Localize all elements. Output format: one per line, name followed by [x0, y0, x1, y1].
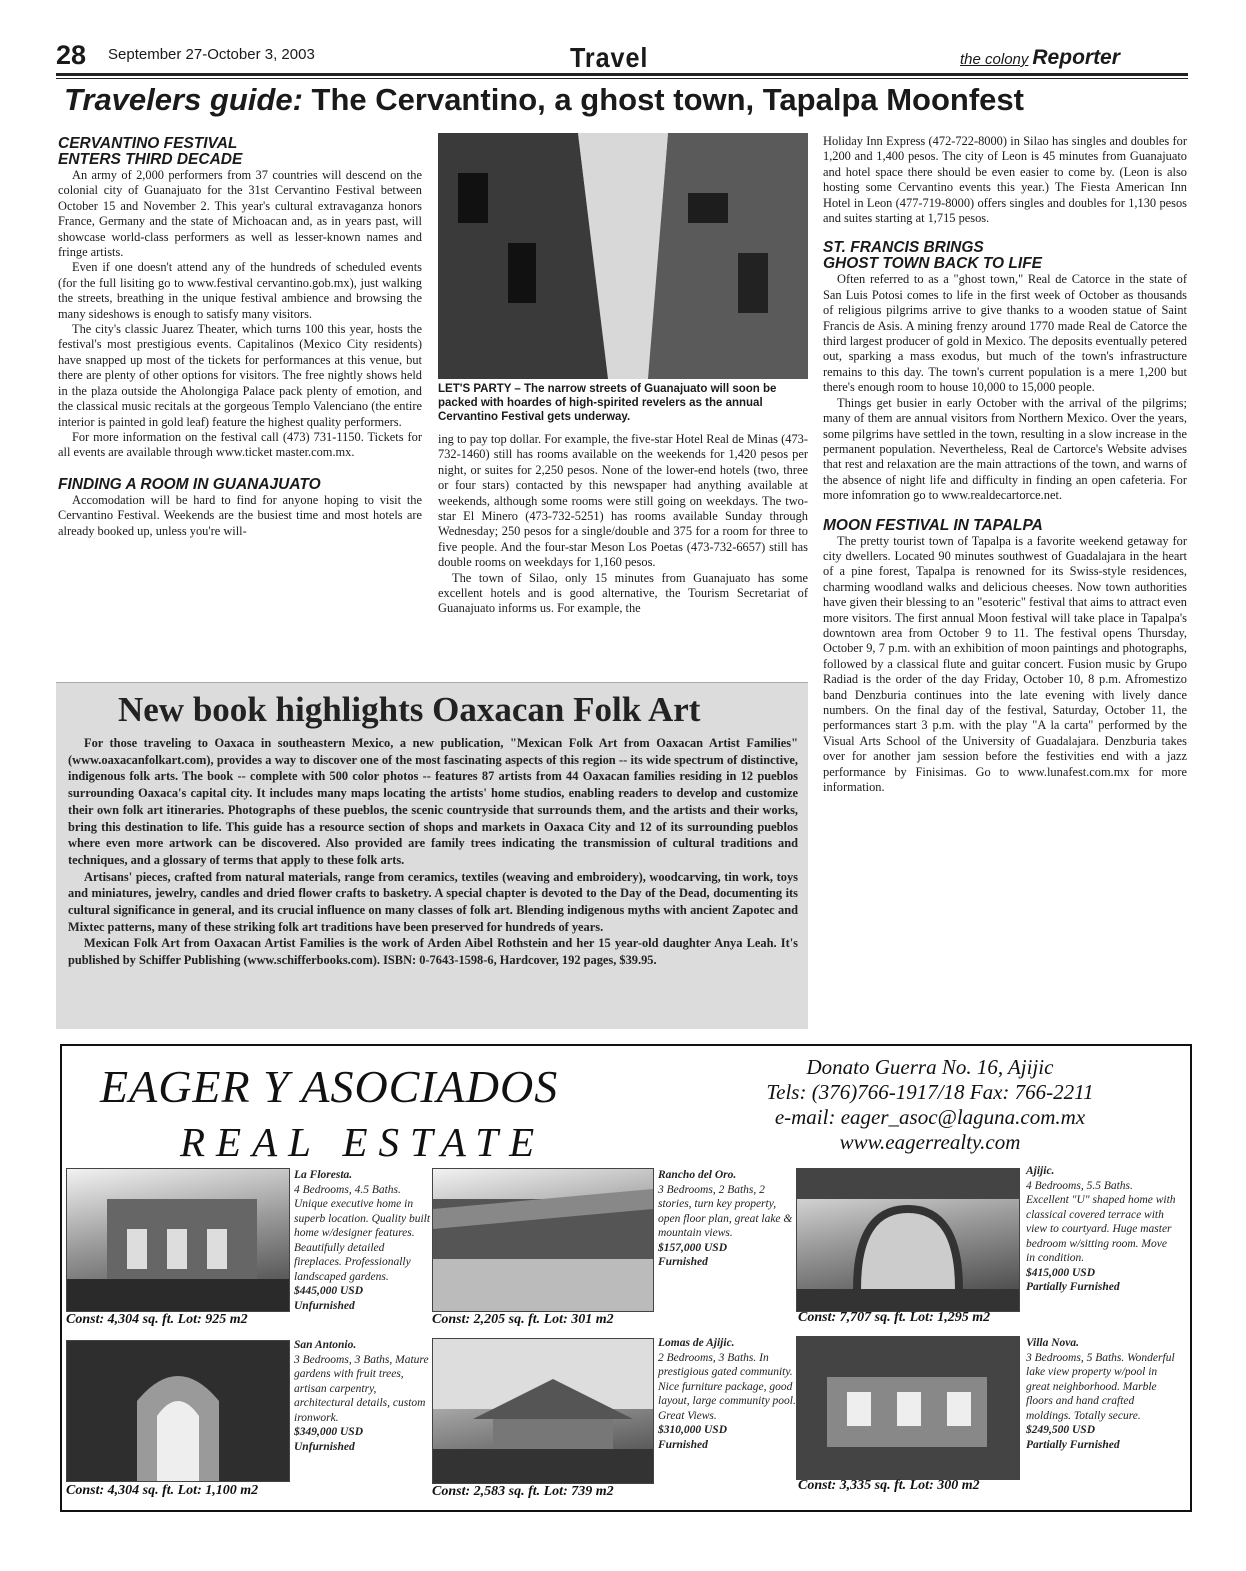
listing-photo-ajijic	[796, 1168, 1020, 1312]
column-3	[823, 134, 1187, 1020]
listing-photo-lomas-de-ajijic	[432, 1338, 654, 1484]
listing-status: Partially Furnished	[1026, 1281, 1120, 1293]
listing-price: $310,000 USD	[658, 1424, 728, 1436]
listing-status: Partially Furnished	[1026, 1438, 1120, 1451]
stfrancis-heading-1: ST. FRANCIS BRINGS	[823, 239, 984, 257]
room-p3: The town of Silao, only 15 minutes from Guanajuato has some excellent hotels and is good alternative, the Tourism Secretariat of Guanajuato informs us. For example, the	[438, 570, 808, 616]
listing-const: Const: 4,304 sq. ft. Lot: 1,100 m2	[66, 1483, 259, 1498]
listing-const: Const: 2,583 sq. ft. Lot: 739 m2	[432, 1484, 614, 1499]
issue-date: September 27-October 3, 2003	[108, 46, 315, 63]
listing-status: Furnished	[658, 1256, 708, 1268]
listing-price: $415,000 USD	[1026, 1266, 1096, 1279]
listing-la-floresta	[294, 1168, 432, 1313]
listing-title: La Floresta.	[294, 1169, 353, 1181]
column-2	[438, 432, 808, 676]
listing-rancho-del-oro	[658, 1168, 796, 1270]
listing-const: Const: 4,304 sq. ft. Lot: 925 m2	[66, 1312, 248, 1327]
cervantino-p4: For more information on the festival call (473) 731-1150. Tickets for all events are available through www.ticket master.com.mx.	[58, 429, 422, 460]
publication-prefix: the colony	[960, 51, 1029, 68]
oaxaca-p1: For those traveling to Oaxaca in southeastern Mexico, a new publication, "Mexican Folk Art from Oaxacan Artist Families" (www.oaxacanfolkart.com), provides a way to discover one of the most fascinating aspects of this region -- its wide spectrum of distinctive, indigenous folk arts. The book -- complete with 500 color photos -- features 87 artists from 44 Oaxacan families residing in 12 pueblos surrounding Oaxaca's capital city. It includes many maps locating the artists' home studios, enabling readers to develop and customize their own folk art itineraries. Photographs of these pueblos, the scenic countryside that surrounds them, and the artists and their works, bring this destination to life. This guide has a resource section of shops and markets in Oaxaca City and 12 of its surrounding pueblos where even more artwork can be discovered. Also provided are family trees indicating the transmission of cultural traditions and techniques, and a glossary of terms that apply to these folk arts.	[68, 736, 798, 867]
page-number: 28	[56, 40, 87, 70]
cervantino-heading-1: CERVANTINO FESTIVAL	[58, 136, 238, 152]
listing-ajijic	[1026, 1164, 1178, 1295]
listing-photo-la-floresta	[66, 1168, 290, 1312]
headline-lead: Travelers guide:	[64, 82, 303, 117]
cervantino-p1: An army of 2,000 performers from 37 countries will descend on the colonial city of Guanajuato for the 31st Cervantino Festival between October 15 and November 2. This year's cultural extravaganza honors France, Germany and the state of Michoacan and, as in years past, will showcase world-class performers as well as lesser-known names and fringe artists.	[58, 168, 422, 260]
listing-status: Unfurnished	[294, 1440, 355, 1453]
listing-desc: 3 Bedrooms, 2 Baths, 2 stories, turn key property, open floor plan, great lake & mountain views.	[658, 1183, 793, 1239]
agency-email: e-mail: eager_asoc@laguna.com.mx	[774, 1105, 1086, 1129]
listing-price: $249,500 USD	[1026, 1424, 1096, 1436]
listing-photo-san-antonio	[66, 1340, 290, 1482]
listing-const: Const: 3,335 sq. ft. Lot: 300 m2	[798, 1478, 980, 1493]
listing-desc: 4 Bedrooms, 5.5 Baths. Excellent "U" shaped home with classical covered terrace with view to courtyard. Huge master bedroom w/sitting room. Move in condition.	[1026, 1179, 1176, 1264]
room-p4: Holiday Inn Express (472-722-8000) in Silao has singles and doubles for 1,200 and 1,400 pesos. The city of Leon is 45 minutes from Guanajuato and hotel space there should be even easier to come by. (Leon is also hosting some Cervantino events this year.) The Fiesta American Inn Hotel in Leon (477-719-8000) offers singles and doubles for 1,130 pesos and suites starting at 1,715 pesos.	[823, 134, 1187, 226]
column-1	[58, 136, 422, 676]
oaxaca-title: New book highlights Oaxacan Folk Art	[118, 690, 701, 729]
listing-desc: 2 Bedrooms, 3 Baths. In prestigious gated community. Nice furniture package, good layout, large community pool. Great Views.	[658, 1351, 796, 1422]
listing-title: San Antonio.	[294, 1339, 357, 1351]
publication-logo	[960, 46, 1120, 70]
listing-price: $349,000 USD	[294, 1426, 364, 1438]
listing-title: Ajijic.	[1026, 1165, 1055, 1177]
stfrancis-p2: Things get busier in early October with the arrival of the pilgrims; many of them are annual visitors from Northern Mexico. Over the years, some pilgrims have settled in the town, resulting in a slow increase in the permanent population. Nevertheless, Real de Cartorce's Website advises that rest and relaxation are the main attractions of the town, and warns of the absence of night life and difficulty in finding an open cafeteria. For more infomration go to www.realdecartorce.net.	[823, 395, 1187, 503]
listing-status: Unfurnished	[294, 1299, 355, 1312]
listing-desc: 3 Bedrooms, 5 Baths. Wonderful lake view property w/pool in great neighborhood. Marble floors and hand crafted moldings. Totally secure.	[1026, 1351, 1175, 1422]
agency-address: Donato Guerra No. 16, Ajijic	[806, 1055, 1054, 1079]
listing-status: Furnished	[658, 1438, 708, 1451]
room-p2: ing to pay top dollar. For example, the five-star Hotel Real de Minas (473-732-1460) still has rooms available on the weekends for 1,420 pesos per night, or suites for 2,250 pesos. None of the lower-end hotels (two, three or four stars) contacted by this newspaper had anything available at weekends, although some rooms were still going on weekdays. The two-star El Minero (473-732-5251) has rooms available Sunday through Wednesday; 250 pesos for a single/double and 375 for a room for three to five people. And the four-star Meson Los Poetas (473-732-6657) still has double rooms on weekdays for 1,160 pesos.	[438, 432, 808, 570]
page-headline	[64, 82, 1024, 118]
cervantino-p2: Even if one doesn't attend any of the hundreds of scheduled events (for the full lisiting go to www.festival cervantino.gob.mx), just walking the streets, breathing in the unique festival ambience and browsing the many sideshows is enough to satisfy many visitors.	[58, 260, 422, 321]
listing-price: $445,000 USD	[294, 1285, 364, 1297]
listing-villa-nova	[1026, 1336, 1178, 1452]
oaxaca-p2: Artisans' pieces, crafted from natural materials, range from ceramics, textiles (weaving and embroidery), woodcarving, tin work, toys and miniatures, jewelry, candles and dried flower crafts to basketry. A special chapter is devoted to the Day of the Dead, documenting its cultural significance in general, and its crucial influence on many classes of folk art. Blending indigenous myths with ancient Zapotec and Mixtec patterns, many of these striking folk art traditions have been preserved for hundreds of years.	[68, 869, 798, 934]
listing-desc: 3 Bedrooms, 3 Baths, Mature gardens with fruit trees, artisan carpentry, architectural details, custom ironwork.	[294, 1353, 429, 1424]
caption-lead: LET'S PARTY	[438, 383, 512, 395]
listing-photo-villa-nova	[796, 1336, 1020, 1480]
oaxaca-body	[68, 735, 798, 969]
listing-price: $157,000 USD	[658, 1241, 728, 1254]
room-heading: FINDING A ROOM IN GUANAJUATO	[58, 475, 321, 493]
caption-text: – The narrow streets of Guanajuato will soon be packed with hoardes of high-spirited revelers as the annual Cervantino Festival gets underway.	[438, 383, 777, 423]
room-p1: Accomodation will be hard to find for anyone hoping to visit the Cervantino Festival. Weekends are the busiest time and most hotels are already booked up, unless you're will-	[58, 492, 422, 538]
moon-heading: MOON FESTIVAL IN TAPALPA	[823, 516, 1043, 534]
listing-title: Villa Nova.	[1026, 1337, 1080, 1349]
headline-rest: The Cervantino, a ghost town, Tapalpa Moonfest	[302, 82, 1024, 117]
agency-subtitle: REAL ESTATE	[180, 1119, 546, 1165]
listing-const: Const: 2,205 sq. ft. Lot: 301 m2	[432, 1312, 614, 1327]
agency-website: www.eagerrealty.com	[839, 1130, 1021, 1154]
stfrancis-p1: Often referred to as a "ghost town," Real de Catorce in the state of San Luis Potosi comes to life in the first week of October as thousands of religious pilgrims arrive to give thanks to a wooden statue of Saint Francis de Asis. A mining frenzy around 1770 made Real de Catorce the third largest producer of gold in Mexico. The deposits eventually petered out, sparking a mass exodus, but much of the town's infrastructure remains to this day. The town's current population is a mere 1,200 but there's enough room to house 10,000 to 15,000 people.	[823, 272, 1187, 395]
photo-caption	[438, 382, 808, 424]
oaxaca-p3: Mexican Folk Art from Oaxacan Artist Families is the work of Arden Aibel Rothstein and her 15 year-old daughter Anya Leah. It's published by Schiffer Publishing (www.schifferbooks.com). ISBN: 0-7643-1598-6, Hardcover, 192 pages, $39.95.	[68, 936, 798, 968]
listing-photo-rancho-del-oro	[432, 1168, 654, 1312]
listing-const: Const: 7,707 sq. ft. Lot: 1,295 m2	[798, 1310, 991, 1325]
publication-name: Reporter	[1032, 46, 1120, 69]
section-title: Travel	[570, 42, 649, 73]
agency-phones: Tels: (376)766-1917/18 Fax: 766-2211	[766, 1080, 1094, 1104]
listing-title: Lomas de Ajijic.	[658, 1337, 735, 1349]
listing-san-antonio	[294, 1338, 432, 1454]
masthead-rule-thin	[56, 78, 1188, 79]
masthead-rule	[56, 73, 1188, 76]
listing-title: Rancho del Oro.	[658, 1169, 737, 1181]
stfrancis-heading-2: GHOST TOWN BACK TO LIFE	[823, 255, 1043, 273]
moon-p1: The pretty tourist town of Tapalpa is a favorite weekend getaway for city dwellers. Located 90 minutes southwest of Guadalajara in the heart of a pine forest, Tapalpa is renowned for its Swiss-style residences, charming woodland walks and delicious cheeses. Now town authorities have given their blessing to an "esoteric" festival that aims to attract even more visitors. The first annual Moon festival will take place in Tapalpa's downtown area from October 9 to 11. The festival opens Thursday, October 9, 7 p.m. with an exhibition of moon paintings and photographs, followed by a classical flute and guitar concert. Fusion music by Grupo Radiad is the order of the day Friday, October 10, 8 p.m. Afromestizo band Denzburia continues into the late evening with lively dance numbers. On the final day of the festival, Saturday, October 11, the performances start 3 p.m. with the play "A la carta" performed by the Visual Arts School of the University of Guadalajara. Denzburia takes over for another jam session before the festivities end with a jazz performance by Finisimas. Go to www.lunafest.com.mx for more information.	[823, 533, 1187, 795]
cervantino-p3: The city's classic Juarez Theater, which turns 100 this year, hosts the festival's most prestigious events. Capitalinos (Mexico City residents) have snapped up most of the tickets for performances at this venue, but there are plenty of other options for visitors. The free nightly shows held in the plaza outside the Aholongiga Palace pack plenty of emotion, and the classical music recitals at the gorgeous Templo Valenciano (the entire interior is painted in gold leaf) feature the highest quality performers.	[58, 322, 422, 429]
listing-lomas-de-ajijic	[658, 1336, 796, 1452]
agency-name: EAGER Y ASOCIADOS	[100, 1061, 559, 1112]
listing-desc: 4 Bedrooms, 4.5 Baths. Unique executive home in superb location. Quality built home w/designer features. Beautifully detailed fireplaces. Professionally landscaped gardens.	[294, 1183, 431, 1283]
cervantino-heading-2: ENTERS THIRD DECADE	[58, 151, 243, 168]
guanajuato-street-photo	[438, 133, 808, 379]
agency-contact	[700, 1055, 1160, 1155]
